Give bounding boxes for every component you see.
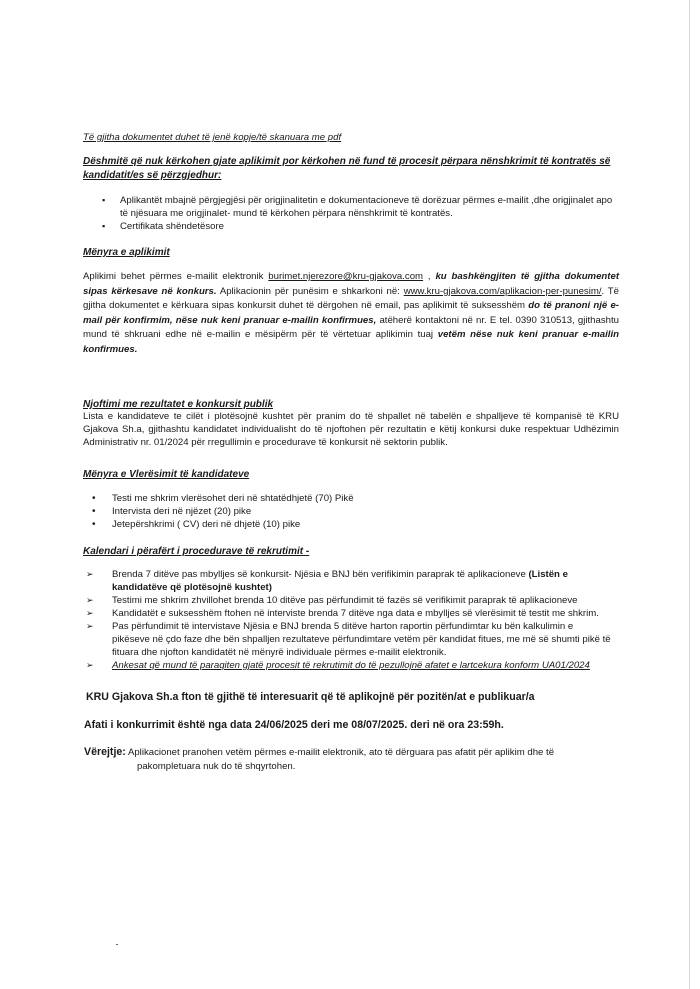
note-block xyxy=(84,745,620,774)
application-text-4: Aplikacionin për punësim e shkarkoni në: xyxy=(216,285,404,297)
application-text-5: . Të gjitha dokumentet e kërkuara sipas konkursit duhet të dërgohen në email, pas aplikimit të suksesshëm xyxy=(83,285,620,311)
application-text-2: , xyxy=(423,271,436,282)
deadline-text: Afati i konkurrimit është nga data 24/06/2025 deri me 08/07/2025. deri në ora 23:59h. xyxy=(84,719,504,731)
calendar-item-1-bold: (Listën e kandidatëve që plotësojnë kushtet) xyxy=(112,569,568,593)
witness-item-2: ▪ Certifikata shëndetësore xyxy=(120,220,620,233)
witness-list xyxy=(120,194,620,233)
note-text: Aplikacionet pranohen vetëm përmes e-mailit elektronik, ato të dërguara pas afatit për aplikim dhe të pakompletuara nuk do të shqyrtohen. xyxy=(125,747,555,772)
application-email-link[interactable]: burimet.njerezore@kru-gjakova.com xyxy=(268,271,424,282)
calendar-item-2: ➢ Testimi me shkrim zhvillohet brenda 10 ditëve pas përfundimit të fazës së verifikimit paraprak të aplikacioneve xyxy=(112,594,612,607)
evaluation-item-1: • Testi me shkrim vlerësohet deri në shtatëdhjetë (70) Pikë xyxy=(112,492,592,505)
application-heading: Mënyra e aplikimit xyxy=(83,247,170,258)
calendar-item-3: ➢ Kandidatët e suksesshëm ftohen në interviste brenda 7 ditëve nga data e mbylljes së vlerësimit të testit me shkrim. xyxy=(112,607,612,620)
docs-note: Të gjitha dokumentet duhet të jenë kopje/të skanuara me pdf xyxy=(83,132,342,143)
calendar-item-5: ➢ Ankesat që mund të paraqiten gjatë procesit të rekrutimit do të pezullojnë afatet e lartcekura konform UA01/2024 xyxy=(112,659,612,672)
page-edge-line xyxy=(689,0,690,989)
application-text-8: vetëm nëse nuk keni pranuar e-mailin konfirmues. xyxy=(83,329,620,355)
evaluation-list xyxy=(112,492,592,531)
note-label: Vërejtje: xyxy=(84,746,126,758)
application-text-7: atëherë kontaktoni në nr. E tel. 0390 310513, gjithashtu mund të shkruani edhe në e-mailin e mësipërm për të vërtetuar aplikimin tuaj xyxy=(83,314,619,340)
evaluation-item-3: • Jetepërshkrimi ( CV) deri në dhjetë (10) pike xyxy=(112,518,592,531)
notice-heading: Njoftimi me rezultatet e konkursit publik xyxy=(83,399,274,410)
application-text xyxy=(83,270,619,357)
notice-text: Lista e kandidateve te cilët i plotësojnë kushtet për pranim do të shpallet në tabelën e shpalljeve të kompanisë të KRU Gjakova Sh.a, gjithashtu kandidatet individualisht do të njoftohen për rezultatin e këtij konkursi duke respektuar Udhëzimin Administrativ nr. 01/2024 për rregullimin e procedurave të konkursit në sektorin publik. xyxy=(83,411,619,448)
calendar-heading: Kalendari i përafërt i procedurave të rekrutimit - xyxy=(83,546,310,557)
calendar-item-1-text: Brenda 7 ditëve pas mbylljes së konkursit- Njësia e BNJ bën verifikimin paraprak të aplikacioneve xyxy=(112,569,529,580)
page-mark xyxy=(116,944,118,945)
application-form-link[interactable]: www.kru-gjakova.com/aplikacion-per-punesim/ xyxy=(403,285,602,297)
calendar-item-4: ➢ Pas përfundimit të intervistave Njësia e BNJ brenda 5 ditëve harton raportin përfundimtar ku bën kalkulimin e pikëseve në çdo faze dhe bën shpalljen rezultateve përfundimtare vetëm për kandidat fitues, me më së shumti pikë të fituara dhe njofton kandidatët në mënyrë individuale përmes e-mailit elektronik. xyxy=(112,620,612,659)
witness-heading: Dëshmitë që nuk kërkohen gjate aplikimit por kërkohen në fund të procesit përpara nënshkrimit të kontratës së kandidatit/es së përzgjedhur: xyxy=(83,156,611,181)
witness-item-1: ▪ Aplikantët mbajnë përgjegjësi për origjinalitetin e dokumentacioneve të dorëzuar përmes e-mailit ,dhe origjinalet apo të njësuara me origjinalet- mund të kërkohen përpara nënshkrimit të kontratës. xyxy=(120,194,620,220)
calendar-list xyxy=(112,568,612,672)
application-text-6: do të pranoni një e-mail për konfirmim, nëse nuk keni pranuar e-mailin konfirmues, xyxy=(83,300,619,326)
application-text-1: Aplikimi behet përmes e-mailit elektronik xyxy=(83,271,269,282)
calendar-item-1 xyxy=(112,568,612,594)
invite-text: KRU Gjakova Sh.a fton të gjithë të interesuarit që të aplikojnë për pozitën/at e publikuar/a xyxy=(86,691,535,703)
application-text-3: ku bashkëngjiten të gjitha dokumentet sipas kërkesave në konkurs. xyxy=(83,271,620,297)
evaluation-item-2: • Intervista deri në njëzet (20) pike xyxy=(112,505,592,518)
evaluation-heading: Mënyra e Vlerësimit të kandidateve xyxy=(83,469,250,480)
